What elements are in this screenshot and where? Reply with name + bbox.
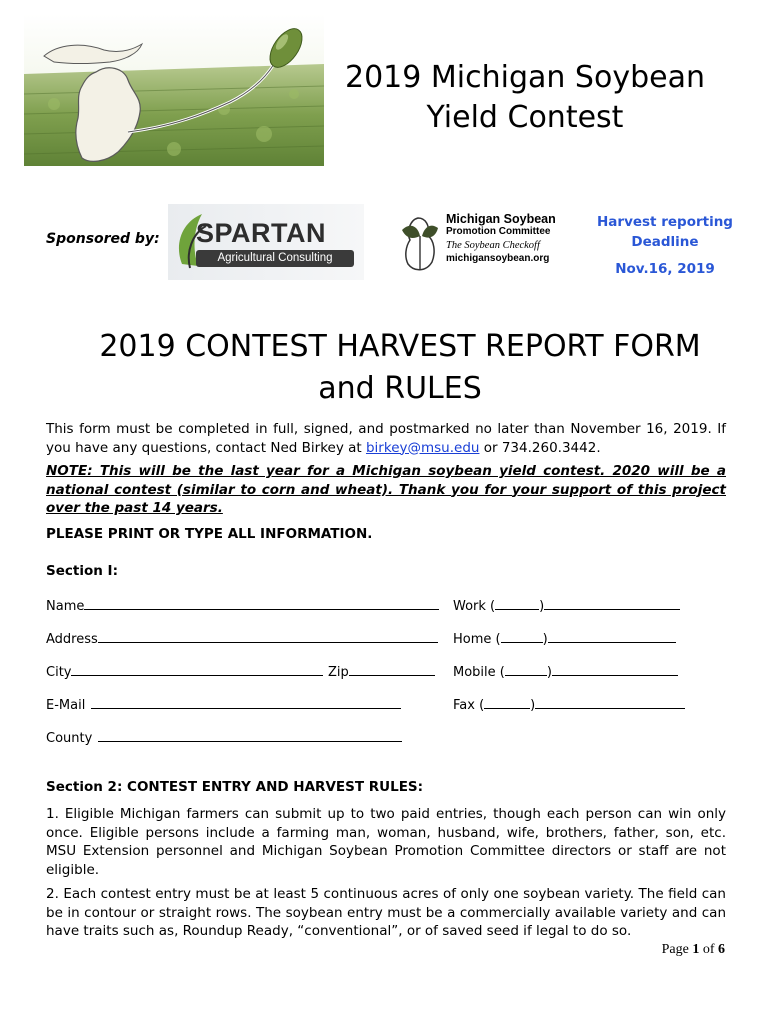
home-close-paren: ) (542, 632, 548, 647)
fax-number-line[interactable] (535, 696, 685, 709)
spartan-logo-name: SPARTAN (196, 218, 326, 248)
soybean-leaf-icon (398, 210, 444, 276)
form-title-line1: 2019 CONTEST HARVEST REPORT FORM (99, 329, 701, 364)
address-field[interactable] (46, 630, 438, 648)
deadline-line2: Deadline (631, 234, 699, 250)
zip-line[interactable] (349, 663, 435, 676)
harvest-deadline (596, 212, 734, 279)
header-field-image (24, 14, 324, 166)
page-of: of (702, 942, 715, 957)
work-number-line[interactable] (544, 597, 680, 610)
section2-heading: Section 2: CONTEST ENTRY AND HARVEST RULES: (46, 779, 424, 795)
deadline-date: Nov.16, 2019 (615, 261, 715, 277)
mobile-number-line[interactable] (552, 663, 678, 676)
mobile-label: Mobile ( (453, 665, 505, 680)
page-word: Page (661, 942, 689, 957)
form-title (60, 326, 740, 410)
mobile-phone-field[interactable] (453, 663, 678, 681)
form-title-line2: and RULES (318, 371, 482, 406)
msu-logo-line3: The Soybean Checkoff (446, 240, 540, 251)
home-area-code-line[interactable] (501, 630, 543, 643)
rule-1: 1. Eligible Michigan farmers can submit up to two paid entries, though each person can win only once. Eligible persons include a farming man, woman, husband, wife, brothers, father, son, etc. MSU Extension personnel and Michigan Soybean Promotion Committee directors or staff are not eligible. (46, 806, 726, 878)
mobile-close-paren: ) (546, 665, 552, 680)
spartan-logo (168, 204, 364, 280)
county-field[interactable] (46, 729, 402, 747)
page-number (600, 942, 725, 958)
fax-label: Fax ( (453, 698, 485, 713)
msu-logo-line4: michigansoybean.org (446, 253, 550, 264)
city-label: City (46, 665, 72, 680)
intro-paragraph (46, 420, 726, 457)
msu-logo-line1: Michigan Soybean (446, 212, 556, 226)
msu-promotion-logo (398, 208, 568, 276)
note-paragraph: NOTE: This will be the last year for a Michigan soybean yield contest. 2020 will be a national contest (similar to corn and wheat). Thank you for your support of this project over the past 14 years. (46, 463, 726, 516)
work-label: Work ( (453, 599, 496, 614)
work-area-code-line[interactable] (495, 597, 539, 610)
zip-label: Zip (328, 665, 349, 680)
name-line[interactable] (84, 597, 439, 610)
contest-title-line2: Yield Contest (426, 100, 624, 135)
sponsored-by-label: Sponsored by: (46, 231, 160, 247)
city-line[interactable] (71, 663, 323, 676)
county-line[interactable] (98, 729, 402, 742)
county-label: County (46, 731, 93, 746)
intro-text: This form must be completed in full, signed, and postmarked no later than November 16, 2019. If you have any questions, contact Ned Birkey at (46, 421, 726, 456)
fax-area-code-line[interactable] (484, 696, 530, 709)
rule-2: 2. Each contest entry must be at least 5 continuous acres of only one soybean variety. The field can be in contour or straight rows. The soybean entry must be a commercially available variety and can have traits such as, Roundup Ready, “conventional”, or of saved seed if legal to do so. (46, 886, 726, 939)
email-line[interactable] (91, 696, 401, 709)
print-instruction: PLEASE PRINT OR TYPE ALL INFORMATION. (46, 526, 373, 542)
fax-field[interactable] (453, 696, 685, 714)
page-total: 6 (718, 942, 725, 957)
email-field[interactable] (46, 696, 401, 714)
deadline-line1: Harvest reporting (597, 214, 733, 230)
page-current: 1 (692, 942, 700, 957)
section1-heading: Section I: (46, 563, 118, 579)
contact-email-link[interactable]: birkey@msu.edu (365, 439, 480, 456)
mobile-area-code-line[interactable] (505, 663, 547, 676)
address-line[interactable] (98, 630, 438, 643)
home-phone-field[interactable] (453, 630, 676, 648)
zip-field[interactable] (328, 663, 435, 681)
msu-logo-line2: Promotion Committee (446, 226, 551, 237)
intro-phone-text: or 734.260.3442. (479, 439, 601, 456)
work-close-paren: ) (539, 599, 545, 614)
home-number-line[interactable] (548, 630, 676, 643)
fax-close-paren: ) (530, 698, 536, 713)
contest-title-line1: 2019 Michigan Soybean (345, 60, 705, 95)
name-field[interactable] (46, 597, 439, 615)
home-label: Home ( (453, 632, 501, 647)
work-phone-field[interactable] (453, 597, 680, 615)
spartan-logo-subtitle: Agricultural Consulting (196, 250, 354, 267)
email-label: E-Mail (46, 698, 86, 713)
name-label: Name (46, 599, 85, 614)
address-label: Address (46, 632, 98, 647)
contest-title (330, 58, 720, 138)
city-field[interactable] (46, 663, 323, 681)
